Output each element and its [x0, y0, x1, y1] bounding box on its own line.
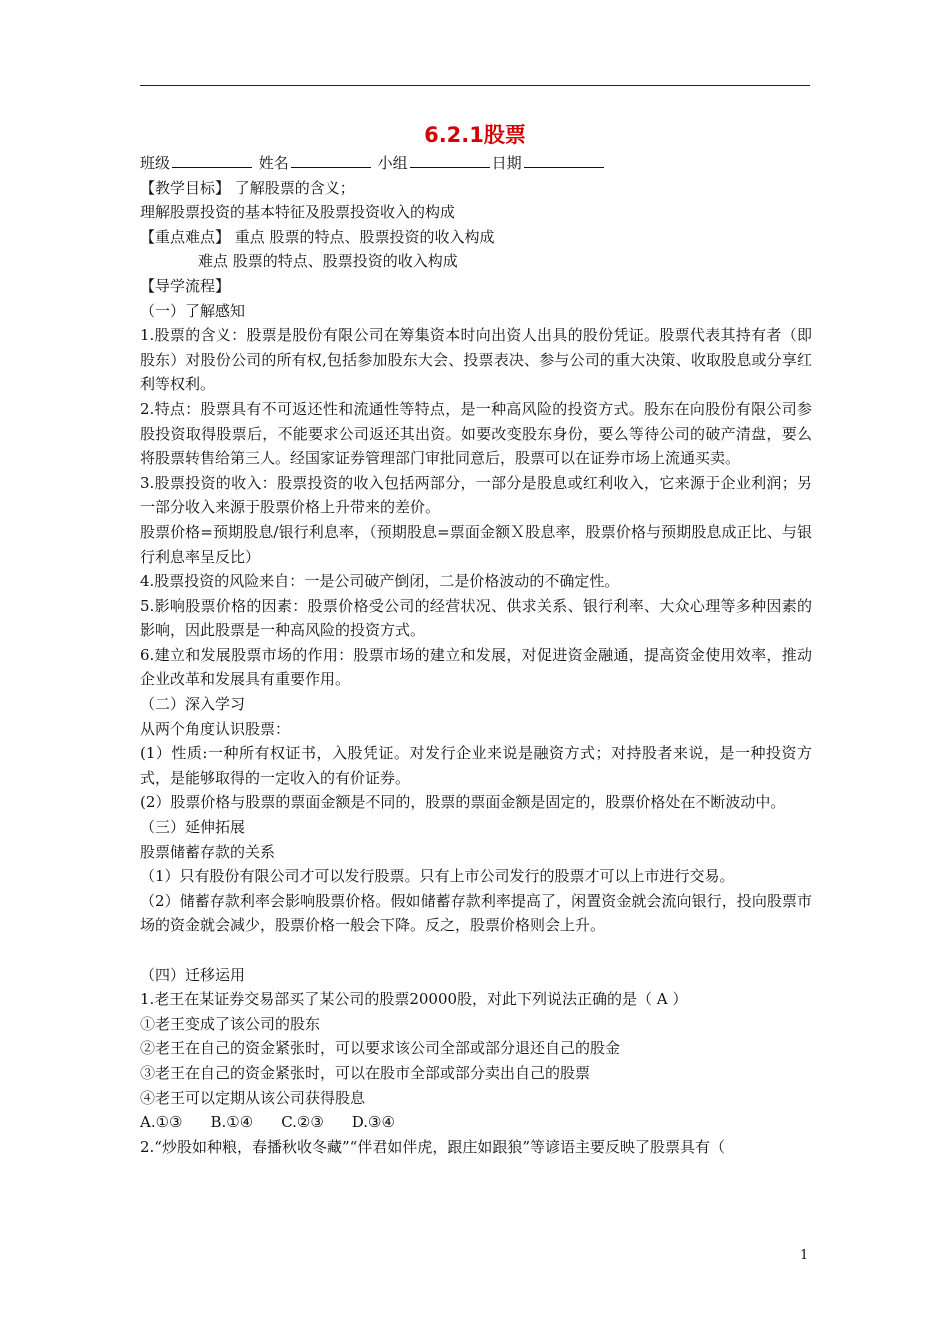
section-3-heading: （三）延伸拓展: [140, 818, 246, 837]
blank-line: [140, 938, 812, 963]
group-blank[interactable]: [410, 152, 490, 168]
paragraph-nature: (1）性质:一种所有权证书，入股凭证。对发行企业来说是融资方式；对持股者来说，是一种投资方式，是能够取得的一定收入的有价证券。: [140, 744, 812, 787]
guide-flow-heading: 【导学流程】: [140, 276, 231, 295]
section-2-heading: （二）深入学习: [140, 695, 246, 714]
question-1-option-2: ②老王在自己的资金紧张时，可以要求该公司全部或部分退还自己的股金: [140, 1039, 621, 1058]
choice-b: B.①④: [210, 1113, 254, 1132]
paragraph-definition: 1.股票的含义：股票是股份有限公司在筹集资本时向出资人出具的股份凭证。股票代表其持有者（即股东）对股份公司的所有权,包括参加股东大会、投票表决、参与公司的重大决策、收取股息或分享红利等权利。: [140, 326, 812, 394]
section-4-heading: （四）迁移运用: [140, 965, 246, 984]
paragraph-savings-relation: 股票储蓄存款的关系: [140, 842, 276, 861]
choice-c: C.②③: [281, 1113, 324, 1132]
page-number: 1: [800, 1248, 809, 1263]
name-label: 姓名: [258, 154, 289, 172]
class-blank[interactable]: [172, 152, 252, 168]
difficult-points: 难点 股票的特点、股票投资的收入构成: [198, 252, 458, 271]
group-label: 小组: [377, 154, 408, 172]
section-1-heading: （一）了解感知: [140, 301, 246, 320]
header-rule: [140, 85, 810, 86]
question-1-option-1: ①老王变成了该公司的股东: [140, 1014, 321, 1033]
class-label: 班级: [140, 154, 171, 172]
page-title: 6.2.1股票: [424, 123, 526, 147]
paragraph-price-formula: 股票价格=预期股息/银行利息率，（预期股息=票面金额Ｘ股息率，股票价格与预期股息成正比、与银行利息率呈反比）: [140, 522, 812, 566]
paragraph-listing: （1）只有股份有限公司才可以发行股票。只有上市公司发行的股票才可以上市进行交易。: [140, 867, 735, 886]
teaching-goal: 【教学目标】 了解股票的含义；: [140, 178, 355, 197]
teaching-goal-2: 理解股票投资的基本特征及股票投资收入的构成: [140, 203, 456, 222]
choice-d: D.③④: [351, 1113, 395, 1132]
paragraph-features: 2.特点：股票具有不可返还性和流通性等特点，是一种高风险的投资方式。股东在向股份有限公司参股投资取得股票后，不能要求公司返还其出资。如要改变股东身份，要么等待公司的破产清盘，要么将股票转售给第三人。经国家证券管理部门审批同意后，股票可以在证券市场上流通买卖。: [140, 399, 812, 468]
paragraph-two-angles: 从两个角度认识股票：: [140, 719, 291, 738]
question-2: 2.“炒股如种粮，春播秋收冬藏”“伴君如伴虎，跟庄如跟狼”等谚语主要反映了股票具有（: [140, 1137, 725, 1156]
document-body: [140, 151, 812, 1159]
question-1-option-3: ③老王在自己的资金紧张时，可以在股市全部或部分卖出自己的股票: [140, 1063, 591, 1082]
question-1: 1.老王在某证券交易部买了某公司的股票20000股，对此下列说法正确的是（ A ）: [140, 990, 688, 1009]
choice-a: A.①③: [140, 1113, 183, 1132]
question-1-option-4: ④老王可以定期从该公司获得股息: [140, 1088, 366, 1107]
paragraph-price-factors: 5.影响股票价格的因素：股票价格受公司的经营状况、供求关系、银行利率、大众心理等多种因素的影响，因此股票是一种高风险的投资方式。: [140, 596, 812, 640]
paragraph-income: 3.股票投资的收入：股票投资的收入包括两部分，一部分是股息或红利收入，它来源于企业利润；另一部分收入来源于股票价格上升带来的差价。: [140, 473, 812, 517]
question-1-choices: [140, 1110, 812, 1135]
key-points: 【重点难点】 重点 股票的特点、股票投资的收入构成: [140, 227, 495, 246]
date-label: 日期: [491, 154, 522, 172]
paragraph-interest-effect: （2）储蓄存款利率会影响股票价格。假如储蓄存款利率提高了，闲置资金就会流向银行，投向股票市场的资金就会减少，股票价格一般会下降。反之，股票价格则会上升。: [140, 891, 812, 935]
paragraph-face-value: (2）股票价格与股票的票面金额是不同的，股票的票面金额是固定的，股票价格处在不断波动中。: [140, 793, 786, 812]
date-blank[interactable]: [524, 152, 604, 168]
paragraph-risk: 4.股票投资的风险来自：一是公司破产倒闭，二是价格波动的不确定性。: [140, 572, 620, 591]
name-blank[interactable]: [291, 152, 371, 168]
info-line: [140, 151, 812, 176]
paragraph-market-role: 6.建立和发展股票市场的作用：股票市场的建立和发展，对促进资金融通，提高资金使用效率，推动企业改革和发展具有重要作用。: [140, 645, 812, 689]
